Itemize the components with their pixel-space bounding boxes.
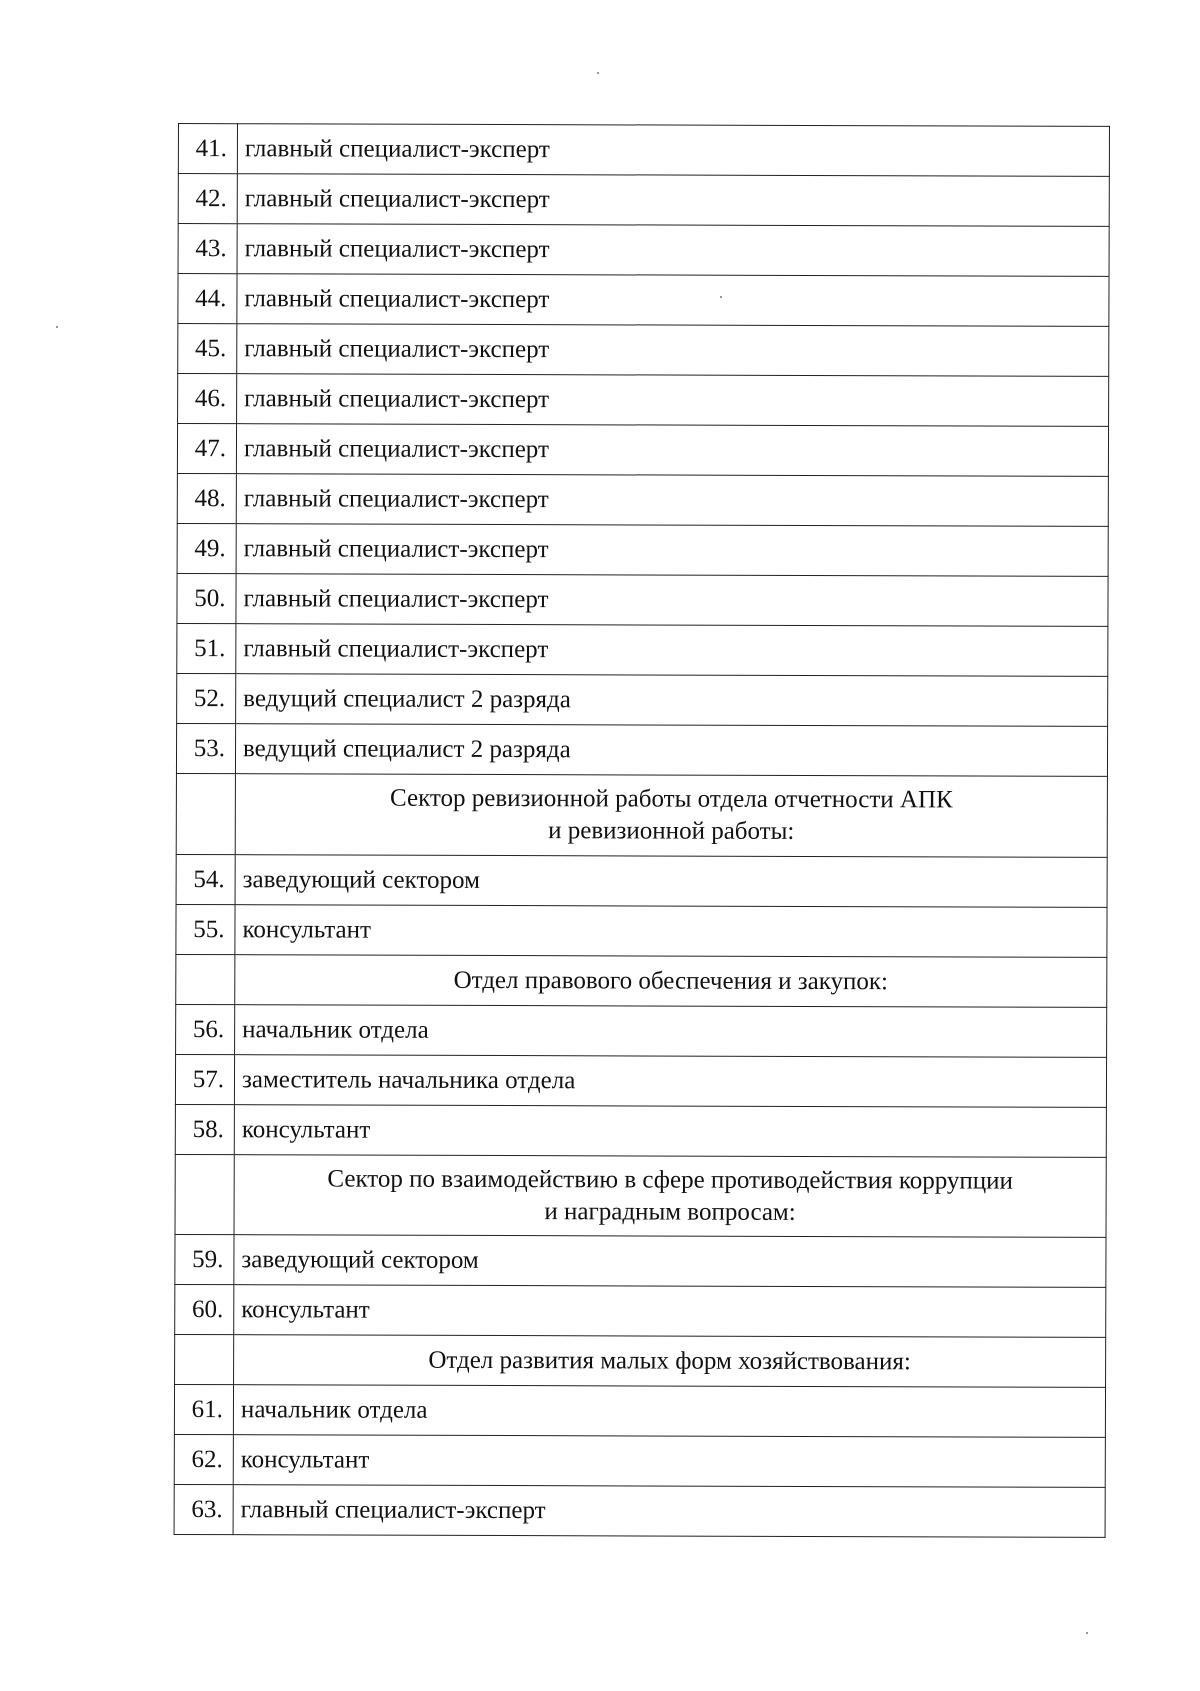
row-number: 46. <box>178 374 237 424</box>
position-title: консультант <box>234 1285 1106 1338</box>
table-row <box>177 623 1108 676</box>
position-title: главный специалист-эксперт <box>236 524 1108 577</box>
position-title: заместитель начальника отдела <box>234 1055 1106 1108</box>
section-title <box>234 1155 1106 1238</box>
section-title <box>234 1335 1106 1388</box>
section-title <box>235 955 1107 1008</box>
table-row <box>177 523 1108 576</box>
row-number: 47. <box>177 424 236 474</box>
table-row <box>176 723 1107 776</box>
section-header-row <box>176 773 1107 857</box>
table-row <box>178 174 1109 227</box>
row-number: 48. <box>177 473 236 523</box>
row-number <box>176 954 235 1004</box>
position-title: главный специалист-эксперт <box>236 474 1108 527</box>
section-title <box>235 774 1107 858</box>
section-title-line: Отдел правового обеспечения и закупок: <box>453 966 889 995</box>
position-title: ведущий специалист 2 разряда <box>235 724 1107 777</box>
table-row <box>178 374 1109 427</box>
section-title-line: Сектор по взаимодействию в сфере противодействия коррупции <box>327 1164 1013 1195</box>
row-number: 55. <box>176 904 235 954</box>
positions-table <box>174 123 1110 1538</box>
table-row <box>176 1004 1107 1057</box>
row-number: 63. <box>174 1484 233 1534</box>
row-number: 58. <box>175 1104 234 1154</box>
table-row <box>175 1054 1106 1107</box>
section-header-row <box>175 1334 1106 1387</box>
section-header-row <box>176 954 1107 1007</box>
row-number: 43. <box>178 224 237 274</box>
position-title: главный специалист-эксперт <box>237 124 1109 177</box>
section-title-line: и наградным вопросам: <box>544 1197 796 1226</box>
table-row <box>174 1484 1105 1537</box>
scan-speck <box>1086 1632 1088 1634</box>
position-title: начальник отдела <box>233 1385 1105 1438</box>
table-row <box>178 224 1109 277</box>
table-row <box>177 473 1108 526</box>
row-number <box>175 1154 234 1234</box>
position-title: заведующий сектором <box>234 1235 1106 1288</box>
table-row <box>175 1234 1106 1287</box>
position-title: главный специалист-эксперт <box>236 574 1108 627</box>
position-title: консультант <box>235 905 1107 958</box>
section-title-line: и ревизионной работы: <box>548 817 795 845</box>
row-number: 62. <box>174 1434 233 1484</box>
table-row <box>178 324 1109 377</box>
row-number: 50. <box>177 573 236 623</box>
positions-table-body <box>174 124 1109 1538</box>
row-number: 53. <box>176 723 235 773</box>
table-row <box>176 904 1107 957</box>
position-title: консультант <box>233 1435 1105 1488</box>
position-title: главный специалист-эксперт <box>237 324 1109 377</box>
section-title-line: Сектор ревизионной работы отдела отчетности АПК <box>390 784 953 814</box>
row-number: 42. <box>178 174 237 224</box>
table-row <box>174 1434 1105 1487</box>
row-number: 49. <box>177 523 236 573</box>
position-title: главный специалист-эксперт <box>237 274 1109 327</box>
position-title: главный специалист-эксперт <box>237 374 1109 427</box>
scan-speck <box>56 326 58 328</box>
row-number: 44. <box>178 274 237 324</box>
position-title: начальник отдела <box>235 1005 1107 1058</box>
table-row <box>176 854 1107 907</box>
position-title: главный специалист-эксперт <box>237 174 1109 227</box>
position-title: заведующий сектором <box>235 855 1107 908</box>
table-row <box>177 424 1108 477</box>
row-number: 54. <box>176 854 235 904</box>
table-row <box>178 274 1109 327</box>
table-row <box>174 1384 1105 1437</box>
section-header-row <box>175 1154 1106 1237</box>
row-number: 45. <box>178 324 237 374</box>
table-row <box>178 124 1109 177</box>
position-title: главный специалист-эксперт <box>236 424 1108 477</box>
position-title: главный специалист-эксперт <box>236 624 1108 677</box>
row-number: 51. <box>177 623 236 673</box>
table-row <box>177 573 1108 626</box>
row-number: 41. <box>178 124 237 174</box>
table-row <box>175 1284 1106 1337</box>
section-title-line: Отдел развития малых форм хозяйствования: <box>428 1346 911 1375</box>
row-number <box>175 1334 234 1384</box>
scan-speck <box>597 72 599 74</box>
position-title: главный специалист-эксперт <box>233 1485 1105 1538</box>
row-number: 52. <box>177 673 236 723</box>
position-title: консультант <box>234 1105 1106 1158</box>
table-row <box>177 673 1108 726</box>
row-number: 60. <box>175 1284 234 1334</box>
row-number: 56. <box>176 1004 235 1054</box>
position-title: ведущий специалист 2 разряда <box>236 674 1108 727</box>
table-row <box>175 1104 1106 1157</box>
position-title: главный специалист-эксперт <box>237 224 1109 277</box>
row-number <box>176 773 235 854</box>
row-number: 59. <box>175 1234 234 1284</box>
row-number: 57. <box>175 1054 234 1104</box>
row-number: 61. <box>174 1384 233 1434</box>
